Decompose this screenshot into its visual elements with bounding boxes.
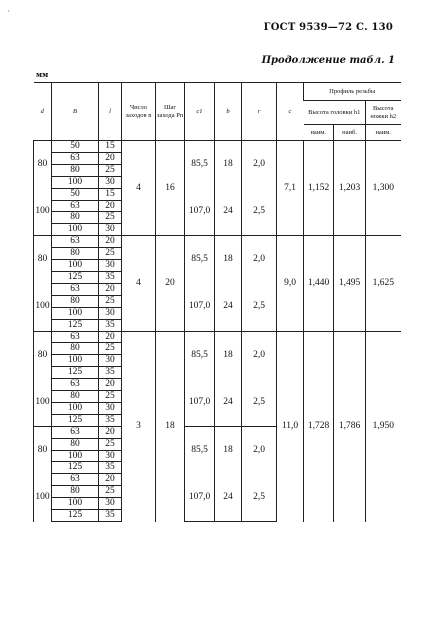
cell-c1: 85,5 (185, 141, 215, 189)
cell-n: 3 (122, 331, 156, 522)
cell-b: 18 (215, 426, 242, 474)
col-header-r: r (242, 83, 277, 141)
cell-c1: 85,5 (185, 236, 215, 284)
col-header-h2-min: наим. (366, 125, 401, 141)
cell-l: 30 (99, 307, 122, 319)
cell-b: 24 (215, 283, 242, 331)
cell-c1: 85,5 (185, 331, 215, 379)
thread-parameters-table (33, 82, 401, 522)
cell-B: 63 (52, 426, 99, 438)
cell-l: 25 (99, 486, 122, 498)
cell-d: 80 (34, 331, 52, 379)
cell-h2-min: 1,625 (366, 236, 401, 331)
cell-l: 30 (99, 355, 122, 367)
cell-d: 100 (34, 379, 52, 427)
cell-B: 100 (52, 450, 99, 462)
cell-l: 35 (99, 462, 122, 474)
cell-B: 80 (52, 212, 99, 224)
col-header-d: d (34, 83, 52, 141)
cell-pn: 20 (156, 236, 185, 331)
cell-l: 20 (99, 474, 122, 486)
cell-r: 2,5 (242, 379, 277, 427)
cell-B: 100 (52, 176, 99, 188)
page-header: ГОСТ 9539—72 С. 130 (263, 22, 393, 33)
cell-l: 20 (99, 426, 122, 438)
cell-r: 2,0 (242, 141, 277, 189)
col-header-c1: c1 (185, 83, 215, 141)
col-header-h1: Высота головки h1 (304, 101, 366, 125)
cell-B: 80 (52, 343, 99, 355)
cell-l: 20 (99, 236, 122, 248)
col-header-profile: Профиль резьбы (304, 83, 401, 101)
cell-h2-min: 1,950 (366, 331, 401, 522)
cell-B: 63 (52, 379, 99, 391)
cell-B: 80 (52, 295, 99, 307)
cell-l: 25 (99, 164, 122, 176)
cell-B: 63 (52, 236, 99, 248)
cell-b: 18 (215, 141, 242, 189)
table-header (34, 83, 401, 141)
cell-c1: 107,0 (185, 283, 215, 331)
scan-mark: ' (8, 10, 10, 17)
cell-l: 35 (99, 510, 122, 522)
cell-l: 30 (99, 498, 122, 510)
cell-h1-min: 1,440 (304, 236, 334, 331)
cell-n: 4 (122, 236, 156, 331)
cell-B: 63 (52, 152, 99, 164)
cell-d: 80 (34, 236, 52, 284)
cell-c: 11,0 (277, 331, 304, 522)
unit-label: мм (36, 70, 49, 79)
cell-B: 100 (52, 307, 99, 319)
cell-r: 2,5 (242, 188, 277, 236)
cell-l: 25 (99, 248, 122, 260)
cell-c: 9,0 (277, 236, 304, 331)
cell-l: 15 (99, 141, 122, 153)
cell-h2-min: 1,300 (366, 141, 401, 236)
cell-l: 25 (99, 391, 122, 403)
cell-l: 25 (99, 295, 122, 307)
cell-B: 63 (52, 200, 99, 212)
cell-b: 24 (215, 474, 242, 522)
cell-r: 2,0 (242, 331, 277, 379)
cell-h1-max: 1,203 (334, 141, 366, 236)
cell-B: 100 (52, 224, 99, 236)
cell-n: 4 (122, 141, 156, 236)
table-row (34, 236, 401, 248)
cell-B: 80 (52, 164, 99, 176)
cell-B: 125 (52, 414, 99, 426)
table-continuation-title: Продолжение табл. 1 (261, 55, 395, 66)
cell-B: 125 (52, 510, 99, 522)
cell-l: 30 (99, 402, 122, 414)
col-header-h2: Высота ножки h2 (366, 101, 401, 125)
cell-B: 50 (52, 188, 99, 200)
cell-B: 100 (52, 402, 99, 414)
cell-c1: 85,5 (185, 426, 215, 474)
cell-l: 35 (99, 271, 122, 283)
col-header-l: l (99, 83, 122, 141)
cell-b: 18 (215, 236, 242, 284)
cell-B: 50 (52, 141, 99, 153)
cell-l: 35 (99, 319, 122, 331)
col-header-n: Число заходов n (122, 83, 156, 141)
cell-d: 80 (34, 426, 52, 474)
cell-d: 100 (34, 474, 52, 522)
cell-d: 80 (34, 141, 52, 189)
cell-c1: 107,0 (185, 474, 215, 522)
cell-l: 20 (99, 331, 122, 343)
cell-l: 20 (99, 379, 122, 391)
cell-pn: 16 (156, 141, 185, 236)
cell-B: 100 (52, 498, 99, 510)
cell-b: 18 (215, 331, 242, 379)
cell-r: 2,5 (242, 283, 277, 331)
cell-b: 24 (215, 188, 242, 236)
col-header-b: b (215, 83, 242, 141)
cell-B: 125 (52, 319, 99, 331)
cell-B: 125 (52, 367, 99, 379)
cell-l: 30 (99, 176, 122, 188)
cell-pn: 18 (156, 331, 185, 522)
cell-l: 30 (99, 224, 122, 236)
cell-l: 20 (99, 283, 122, 295)
cell-B: 125 (52, 271, 99, 283)
cell-B: 80 (52, 486, 99, 498)
cell-d: 100 (34, 283, 52, 331)
cell-l: 25 (99, 212, 122, 224)
cell-h1-max: 1,786 (334, 331, 366, 522)
cell-c: 7,1 (277, 141, 304, 236)
cell-B: 125 (52, 462, 99, 474)
cell-r: 2,0 (242, 236, 277, 284)
cell-B: 100 (52, 260, 99, 272)
cell-d: 100 (34, 188, 52, 236)
cell-l: 35 (99, 367, 122, 379)
cell-B: 63 (52, 474, 99, 486)
cell-r: 2,5 (242, 474, 277, 522)
col-header-pn: Шаг захода Pn (156, 83, 185, 141)
cell-c1: 107,0 (185, 188, 215, 236)
cell-B: 80 (52, 438, 99, 450)
cell-l: 20 (99, 200, 122, 212)
table-body (34, 141, 401, 522)
cell-l: 30 (99, 260, 122, 272)
cell-B: 63 (52, 331, 99, 343)
cell-h1-min: 1,728 (304, 331, 334, 522)
cell-h1-max: 1,495 (334, 236, 366, 331)
cell-l: 30 (99, 450, 122, 462)
cell-l: 25 (99, 343, 122, 355)
cell-l: 25 (99, 438, 122, 450)
cell-B: 100 (52, 355, 99, 367)
col-header-h1-max: наиб. (334, 125, 366, 141)
cell-B: 80 (52, 248, 99, 260)
col-header-h1-min: наим. (304, 125, 334, 141)
cell-l: 20 (99, 152, 122, 164)
cell-l: 15 (99, 188, 122, 200)
cell-c1: 107,0 (185, 379, 215, 427)
cell-l: 35 (99, 414, 122, 426)
table-row (34, 331, 401, 343)
col-header-c: c (277, 83, 304, 141)
col-header-B: B (52, 83, 99, 141)
cell-b: 24 (215, 379, 242, 427)
cell-B: 63 (52, 283, 99, 295)
table-row (34, 141, 401, 153)
cell-r: 2,0 (242, 426, 277, 474)
cell-B: 80 (52, 391, 99, 403)
cell-h1-min: 1,152 (307, 182, 330, 193)
